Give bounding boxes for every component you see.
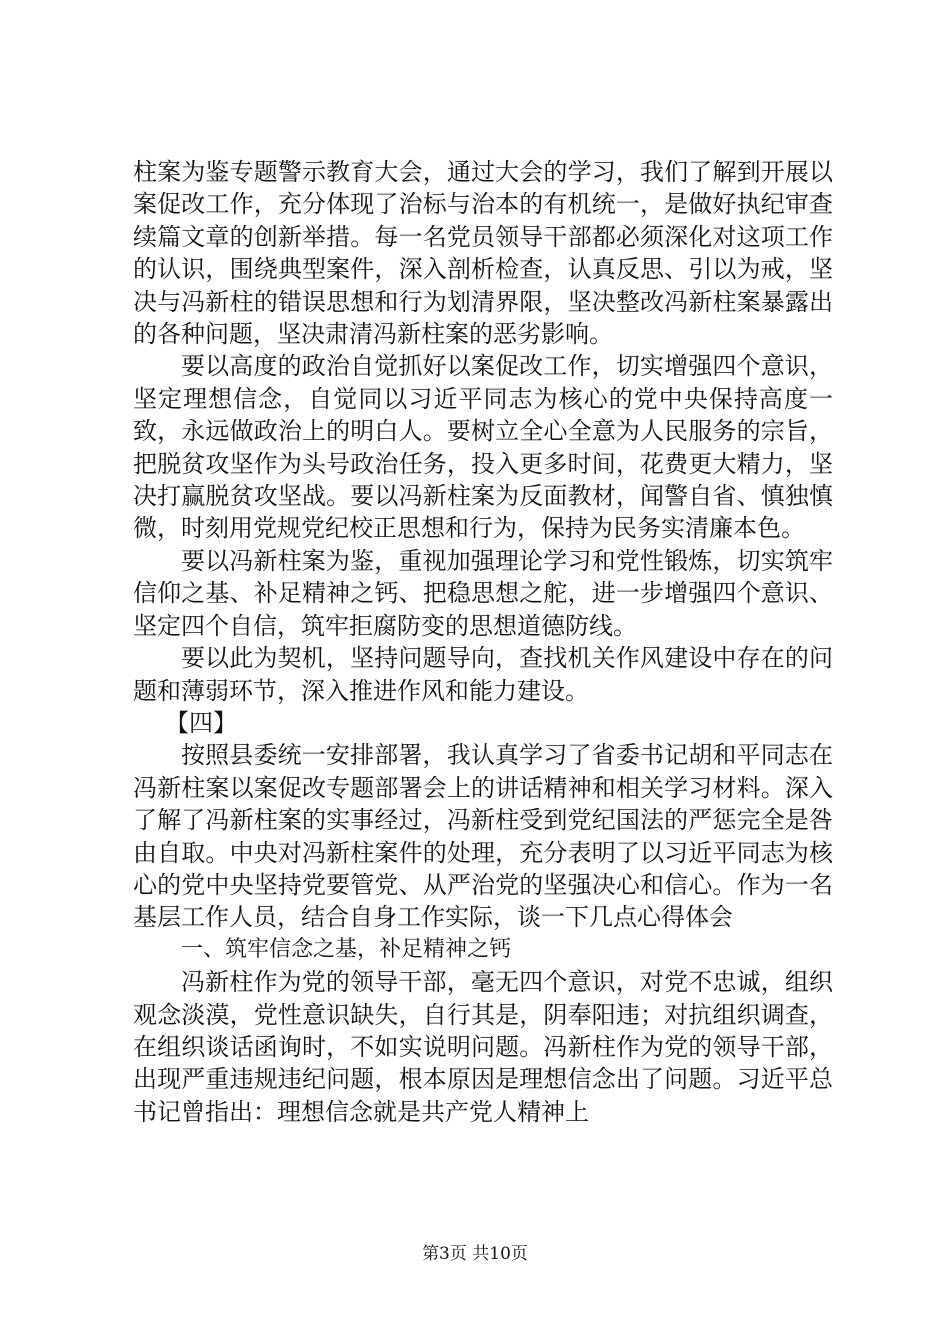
page-footer — [0, 1242, 950, 1266]
paragraph: 要以此为契机，坚持问题导向，查找机关作风建设中存在的问题和薄弱环节，深入推进作风和能力建设。 — [133, 644, 833, 705]
paragraph-continuation: 柱案为鉴专题警示教育大会，通过大会的学习，我们了解到开展以案促改工作，充分体现了治标与治本的有机统一，是做好执纪审查续篇文章的创新举措。每一名党员领导干部都必须深化对这项工作的认识，围绕典型案件，深入剖析检查，认真反思、引以为戒，坚决与冯新柱的错误思想和行为划清界限，坚决整改冯新柱案暴露出的各种问题，坚决肃清冯新柱案的恶劣影响。 — [133, 158, 833, 349]
page-number: 第3页 共10页 — [422, 1244, 528, 1264]
paragraph: 冯新柱作为党的领导干部，毫无四个意识，对党不忠诚，组织观念淡漠，党性意识缺失，自行其是，阴奉阳违；对抗组织调查，在组织谈话函询时，不如实说明问题。冯新柱作为党的领导干部，出现严重违规违纪问题，根本原因是理想信念出了问题。习近平总书记曾指出：理想信念就是共产党人精神上 — [133, 968, 833, 1126]
subsection-heading: 一、筑牢信念之基，补足精神之钙 — [181, 936, 512, 962]
paragraph: 要以冯新柱案为鉴，重视加强理论学习和党性锻炼，切实筑牢信仰之基、补足精神之钙、把稳思想之舵，进一步增强四个意识、坚定四个自信，筑牢拒腐防变的思想道德防线。 — [133, 546, 833, 640]
document-body — [133, 156, 833, 1128]
section-heading: 【四】 — [165, 708, 237, 737]
paragraph: 要以高度的政治自觉抓好以案促改工作，切实增强四个意识，坚定理想信念，自觉同以习近平同志为核心的党中央保持高度一致，永远做政治上的明白人。要树立全心全意为人民服务的宗旨，把脱贫攻坚作为头号政治任务，投入更多时间，花费更大精力，坚决打赢脱贫攻坚战。要以冯新柱案为反面教材，闻警自省、慎独慎微，时刻用党规党纪校正思想和行为，保持为民务实清廉本色。 — [133, 352, 833, 543]
paragraph: 按照县委统一安排部署，我认真学习了省委书记胡和平同志在冯新柱案以案促改专题部署会上的讲话精神和相关学习材料。深入了解了冯新柱案的实事经过，冯新柱受到党纪国法的严惩完全是咎由自取。中央对冯新柱案件的处理，充分表明了以习近平同志为核心的党中央坚持党要管党、从严治党的坚强决心和信心。作为一名基层工作人员，结合自身工作实际，谈一下几点心得体会 — [133, 741, 833, 932]
